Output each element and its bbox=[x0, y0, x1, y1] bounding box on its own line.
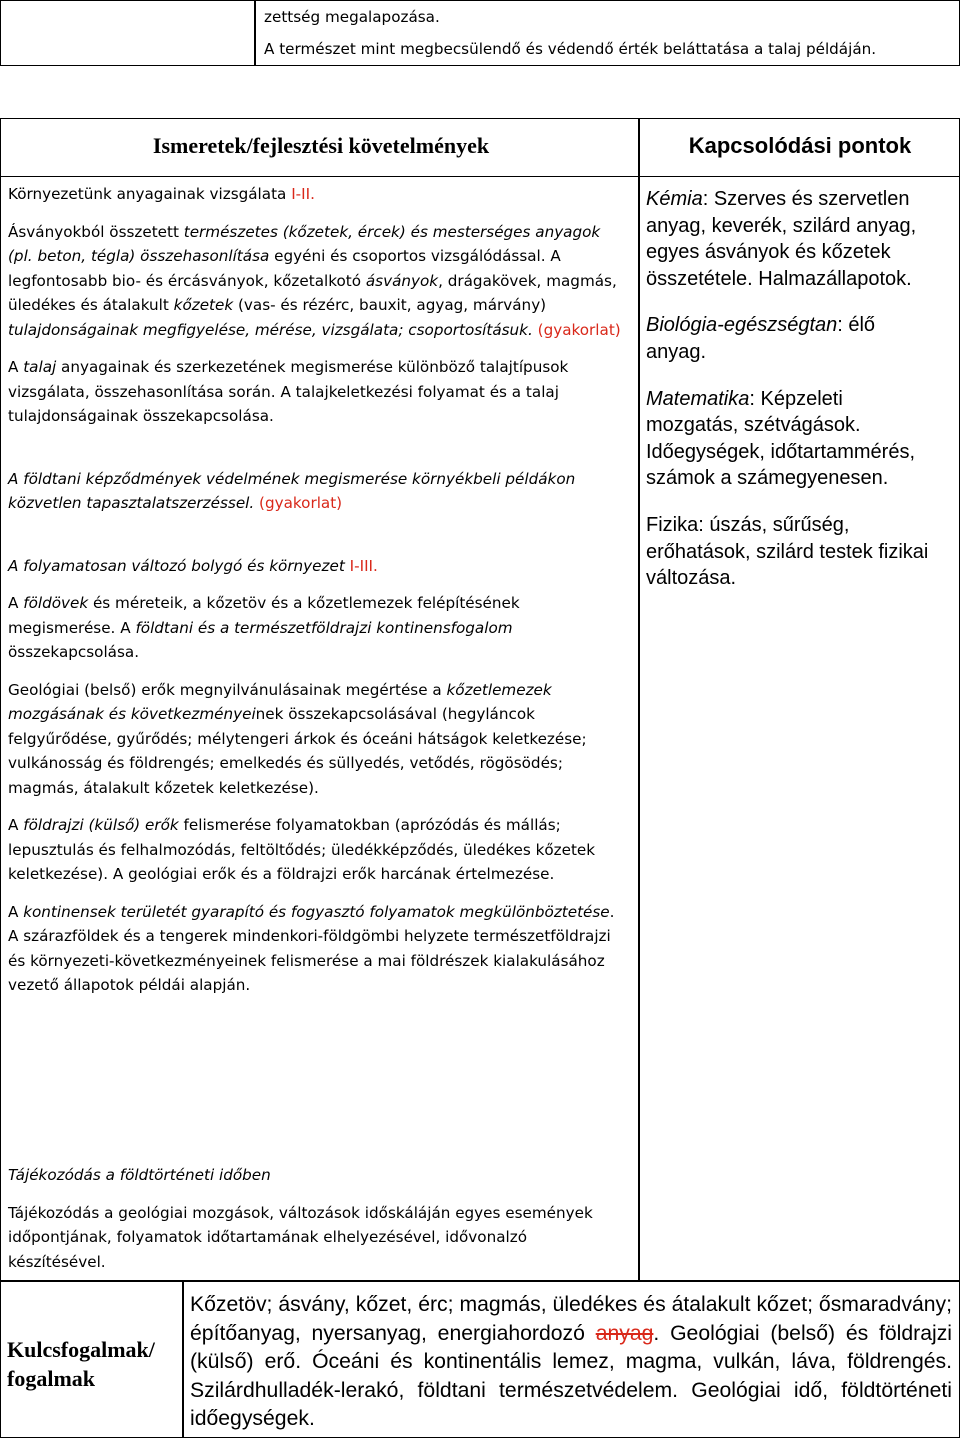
conn-biology: Biológia-egészségtan: élő anyag. bbox=[646, 314, 876, 363]
key-text: Kőzetöv; ásvány, kőzet, érc; magmás, üledékes és átalakult kőzet; ősmaradvány; építőanyag, nyersanyag, energiahordozó anyag. Geológiai (belső) és földrajzi (külső) erő. Óceáni és kontinentális lemez, magma, vulkán, láva, földrengés. Szilárdhulladék-lerakó, földtani természetvédelem. Geológiai idő, földtörténeti időegységek. bbox=[190, 1293, 952, 1431]
conn-math: Matematika: Képzeleti mozgatás, szétvágások. Időegységek, időtartammérés, számok a számegyenesen. bbox=[646, 387, 916, 490]
left-body bbox=[8, 182, 628, 998]
time-text: Tájékozódás a geológiai mozgások, változások időskáláján egyes események időpontjának, folyamatok időtartamának elhelyezésével, idővonalzó készítésével. bbox=[8, 1203, 593, 1271]
header-divider bbox=[0, 176, 960, 177]
p-soil: A talaj anyagainak és szerkezetének megismerése különböző talajtípusok vizsgálata, összehasonlítása során. A talajkeletkezési folyamat és a talaj tulajdonságainak összekapcsolása. bbox=[8, 358, 569, 425]
top-row-line1: zettség megalapozása. bbox=[264, 8, 440, 26]
key-label-cell bbox=[0, 1280, 184, 1438]
top-row-right-cell bbox=[254, 0, 960, 66]
p-protection: A földtani képződmények védelmének megismerése környékbeli példákon közvetlen tapasztalatszerzéssel. (gyakorlat) bbox=[8, 469, 576, 512]
key-label: Kulcsfogalmak/ fogalmak bbox=[7, 1337, 155, 1391]
p-changing-planet: A folyamatosan változó bolygó és környezet I-III. bbox=[8, 556, 378, 575]
right-body bbox=[646, 186, 930, 592]
time-title: Tájékozódás a földtörténeti időben bbox=[8, 1166, 271, 1184]
top-row-line2: A természet mint megbecsülendő és védendő érték beláttatása a talaj példáján. bbox=[264, 39, 877, 58]
p-continents: A kontinensek területét gyarapító és fogyasztó folyamatok megkülönböztetése. A szárazföldek és a tengerek mindenkori-földgömbi helyzete természetföldrajzi és környezeti-következményeinek felismerése a mai földrészek kialakulásához vezető állapotok példái alapján. bbox=[8, 902, 615, 994]
p-internal-forces: Geológiai (belső) erők megnyilvánulásainak megértése a kőzetlemezek mozgásának és következményeinek összekapcsolásával (hegyláncok felgyűrődése, gyűrődés; mélytengeri árkok és óceáni hátságok keletkezése; vulkánosság és földrengés; emelkedés és süllyedés, vetődés, rögösödés; magmás, átalakult kőzetek keletkezése). bbox=[8, 680, 587, 797]
p-minerals: Ásványokból összetett természetes (kőzetek, ércek) és mesterséges anyagok (pl. beton, tégla) összehasonlítása egyéni és csoportos vizsgálódással. A legfontosabb bio- és ércásványok, kőzetalkotó ásványok, drágakövek, magmás, üledékes és átalakult kőzetek (vas- és rézérc, bauxit, agyag, márvány) tulajdonságainak megfigyelése, mérése, vizsgálata; csoportosításuk. (gyakorlat) bbox=[8, 222, 621, 339]
conn-physics: Fizika: úszás, sűrűség, erőhatások, szilárd testek fizikai változása. bbox=[646, 513, 929, 590]
top-row-left-cell bbox=[0, 0, 256, 66]
top-row-text bbox=[264, 5, 954, 61]
left-header: Ismeretek/fejlesztési követelmények bbox=[152, 133, 490, 158]
time-section bbox=[8, 1163, 628, 1274]
right-header: Kapcsolódási pontok bbox=[688, 133, 912, 158]
struck-word: anyag bbox=[595, 1321, 654, 1345]
key-text-cell bbox=[182, 1280, 960, 1438]
p-env-materials: Környezetünk anyagainak vizsgálata I-II. bbox=[8, 185, 315, 203]
p-external-forces: A földrajzi (külső) erők felismerése folyamatokban (aprózódás és mállás; lepusztulás és felhalmozódás, feltöltődés; üledékképződés, üledékes kőzetek keletkezése). A geológiai erők és a földrajzi erők harcának értelmezése. bbox=[8, 816, 596, 883]
conn-chemistry: Kémia: Szerves és szervetlen anyag, keverék, szilárd anyag, egyes ásványok és kőzetek összetétele. Halmazállapotok. bbox=[646, 188, 917, 290]
p-earth-zones: A földövek és méreteik, a kőzetöv és a kőzetlemezek felépítésének megismerése. A földtani és a természetföldrajzi kontinensfogalom összekapcsolása. bbox=[8, 594, 520, 661]
